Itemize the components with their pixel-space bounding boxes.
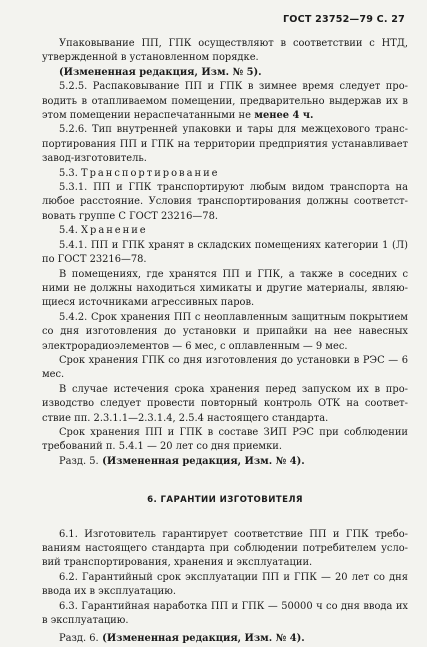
paragraph: Упаковывание ПП, ГПК осуществляют в соответствии с НТД, утвержденной в установленном порядке. <box>42 38 408 64</box>
subsection-number: 5.4. <box>59 225 78 237</box>
amendment-text: (Измененная редакция, Изм. № 4). <box>98 633 305 645</box>
paragraph: Срок хранения ПП и ГПК в составе ЗИП РЭС при соблюдении требований п. 5.4.1 — 20 лет со дня приемки. <box>42 426 408 453</box>
amendment-note <box>42 455 408 469</box>
paragraph: В помещениях, где хранятся ПП и ГПК, а также в соседних с ними не должны находиться химикаты и другие материалы, являющиеся источниками агрессивных паров. <box>42 268 408 309</box>
emphasis: менее 4 ч. <box>250 110 314 122</box>
paragraph: 5.4.1. ПП и ГПК хранят в складских помещениях категории 1 (Л) по ГОСТ 23216—78. <box>42 239 408 266</box>
amendment-text: (Измененная редакция, Изм. № 4). <box>98 455 305 467</box>
paragraph: 5.4.2. Срок хранения ПП с неоплавленным защитным покрытием со дня изготовления до установки и припайки на нее навесных электрорадиоэлементов — 6 мес, с оплавленным — 9 мес. <box>42 311 408 352</box>
page-header: ГОСТ 23752—79 С. 27 <box>282 14 405 25</box>
amendment-note: (Измененная редакция, Изм. № 5). <box>59 66 262 78</box>
section-title: 6. ГАРАНТИИ ИЗГОТОВИТЕЛЯ <box>147 495 303 506</box>
document-body <box>42 37 408 647</box>
subsection-title: Транспортирование <box>80 167 220 179</box>
paragraph-text: 5.2.5. Распаковывание ПП и ГПК в зимнее время следует проводить в отапливаемом помещении, предварительно выдержав их в этом помещении нераспечатанными не <box>42 81 408 122</box>
subsection-heading <box>42 167 408 181</box>
subsection-number: 5.3. <box>59 167 78 179</box>
paragraph: 5.2.6. Тип внутренней упаковки и тары для межцехового транспортирования ПП и ГПК на территории предприятия устанавливает завод-изготовитель. <box>42 124 408 165</box>
paragraph: 6.3. Гарантийная наработка ПП и ГПК — 50000 ч со дня ввода их в эксплуатацию. <box>42 600 408 627</box>
paragraph: 6.2. Гарантийный срок эксплуатации ПП и ГПК — 20 лет со дня ввода их в эксплуатацию. <box>42 571 408 598</box>
amendment-note <box>42 632 408 646</box>
section-ref: Разд. 6. <box>59 633 99 645</box>
paragraph: Срок хранения ГПК со дня изготовления до установки в РЭС — 6 мес. <box>42 354 408 381</box>
subsection-title: Хранение <box>80 225 148 237</box>
paragraph: 5.3.1. ПП и ГПК транспортируют любым видом транспорта на любое расстояние. Условия транспортирования должны соответствовать группе С ГОСТ 23216—78. <box>42 182 408 222</box>
paragraph: В случае истечения срока хранения перед запуском их в производство следует провести повторный контроль ОТК на соответствие пп. 2.3.1.1—2.3.1.4, 2.5.4 настоящего стандарта. <box>42 383 408 424</box>
paragraph: 6.1. Изготовитель гарантирует соответствие ПП и ГПК требованиям настоящего стандарта при соблюдении потребителем условий транспортирования, хранения и эксплуатации. <box>42 528 408 569</box>
section-ref: Разд. 5. <box>59 455 99 467</box>
paragraph <box>42 80 408 123</box>
subsection-heading <box>42 224 408 238</box>
